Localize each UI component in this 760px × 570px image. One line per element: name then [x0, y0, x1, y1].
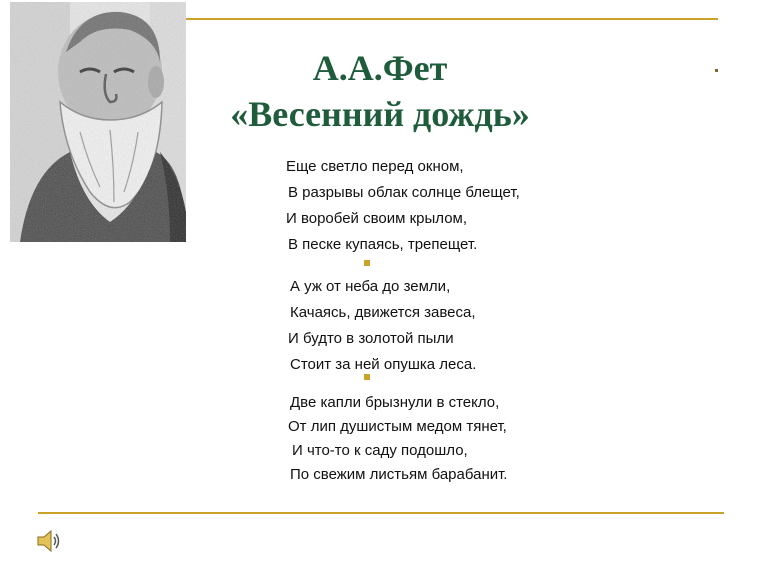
- poem-line: В разрывы облак солнце блещет,: [288, 184, 520, 201]
- poem-line: Две капли брызнули в стекло,: [290, 394, 500, 411]
- poem-line: От лип душистым медом тянет,: [288, 418, 507, 435]
- author-portrait: [10, 2, 186, 242]
- poem-line: Качаясь, движется завеса,: [290, 304, 476, 321]
- poem-line: По свежим листьям барабанит.: [290, 466, 508, 483]
- stanza-separator-bullet: [364, 260, 370, 266]
- author-title: А.А.Фет: [312, 48, 448, 88]
- corner-dot: [715, 69, 718, 72]
- poem-line: Стоит за ней опушка леса.: [290, 356, 477, 373]
- bottom-rule: [38, 512, 724, 514]
- speaker-icon[interactable]: [36, 528, 62, 554]
- poem-line: А уж от неба до земли,: [290, 278, 451, 295]
- stanza-separator-bullet: [364, 374, 370, 380]
- poem-line: Еще светло перед окном,: [286, 158, 464, 175]
- poem-line: И что-то к саду подошло,: [292, 442, 468, 459]
- poem-line: И будто в золотой пыли: [288, 330, 454, 347]
- top-rule: [186, 18, 718, 20]
- poem-title: «Весенний дождь»: [230, 94, 530, 134]
- poem-line: В песке купаясь, трепещет.: [288, 236, 478, 253]
- poem-line: И воробей своим крылом,: [286, 210, 468, 227]
